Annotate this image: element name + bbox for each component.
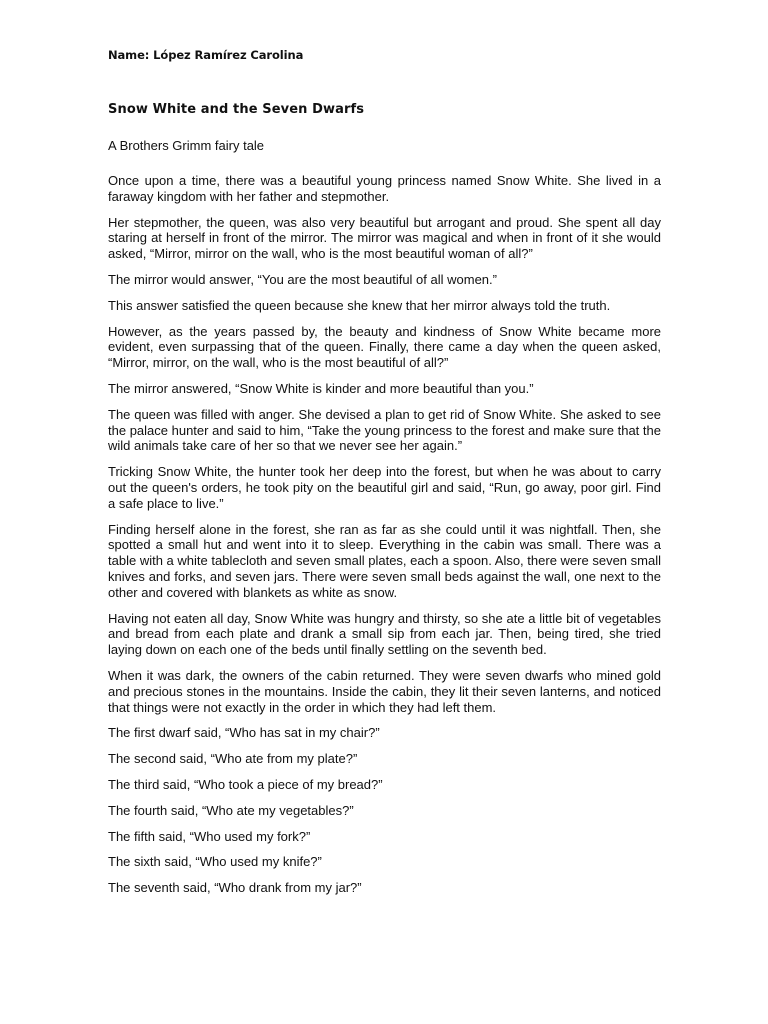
- paragraph: Once upon a time, there was a beautiful young princess named Snow White. She lived in a faraway kingdom with her father and stepmother.: [108, 173, 661, 204]
- paragraph: However, as the years passed by, the beauty and kindness of Snow White became more evident, even surpassing that of the queen. Finally, there came a day when the queen asked, “Mirror, mirror, on the wall, who is the most beautiful of all?”: [108, 323, 661, 371]
- dialogue-line: The third said, “Who took a piece of my bread?”: [108, 776, 383, 792]
- paragraph: The queen was filled with anger. She devised a plan to get rid of Snow White. She asked to see the palace hunter and said to him, “Take the young princess to the forest and make sure that the wild animals take care of her so that we never see her again.”: [108, 406, 661, 454]
- story-body: [108, 173, 661, 906]
- paragraph: When it was dark, the owners of the cabin returned. They were seven dwarfs who mined gold and precious stones in the mountains. Inside the cabin, they lit their seven lanterns, and noticed that things were not exactly in the order in which they had left them.: [108, 667, 661, 715]
- paragraph: Having not eaten all day, Snow White was hungry and thirsty, so she ate a little bit of vegetables and bread from each plate and drank a small sip from each jar. Then, being tired, she tried laying down on each one of the beds until finally settling on the seventh bed.: [108, 610, 661, 658]
- dialogue-line: The fifth said, “Who used my fork?”: [108, 828, 311, 844]
- dialogue-line: The seventh said, “Who drank from my jar?”: [108, 880, 362, 896]
- story-title: Snow White and the Seven Dwarfs: [108, 102, 365, 117]
- paragraph: The mirror answered, “Snow White is kinder and more beautiful than you.”: [108, 380, 534, 396]
- paragraph: Finding herself alone in the forest, she ran as far as she could until it was nightfall. Then, she spotted a small hut and went into it to sleep. Everything in the cabin was small. There was a table with a white tablecloth and seven small plates, each a spoon. Also, there were seven small knives and forks, and seven jars. There were seven small beds against the wall, one next to the other and covered with blankets as white as snow.: [108, 521, 661, 600]
- paragraph: Her stepmother, the queen, was also very beautiful but arrogant and proud. She spent all day staring at herself in front of the mirror. The mirror was magical and when in front of it she would asked, “Mirror, mirror on the wall, who is the most beautiful woman of all?”: [108, 214, 661, 262]
- dialogue-line: The first dwarf said, “Who has sat in my chair?”: [108, 725, 380, 741]
- dialogue-line: The second said, “Who ate from my plate?”: [108, 751, 358, 767]
- paragraph: This answer satisfied the queen because she knew that her mirror always told the truth.: [108, 297, 611, 313]
- dialogue-line: The sixth said, “Who used my knife?”: [108, 854, 322, 870]
- paragraph: Tricking Snow White, the hunter took her deep into the forest, but when he was about to carry out the queen's orders, he took pity on the beautiful girl and said, “Run, go away, poor girl. Find a safe place to live.”: [108, 464, 661, 511]
- story-subtitle: A Brothers Grimm fairy tale: [108, 138, 265, 153]
- dialogue-line: The fourth said, “Who ate my vegetables?”: [108, 802, 354, 818]
- paragraph: The mirror would answer, “You are the most beautiful of all women.”: [108, 271, 497, 287]
- student-name: Name: López Ramírez Carolina: [108, 48, 304, 62]
